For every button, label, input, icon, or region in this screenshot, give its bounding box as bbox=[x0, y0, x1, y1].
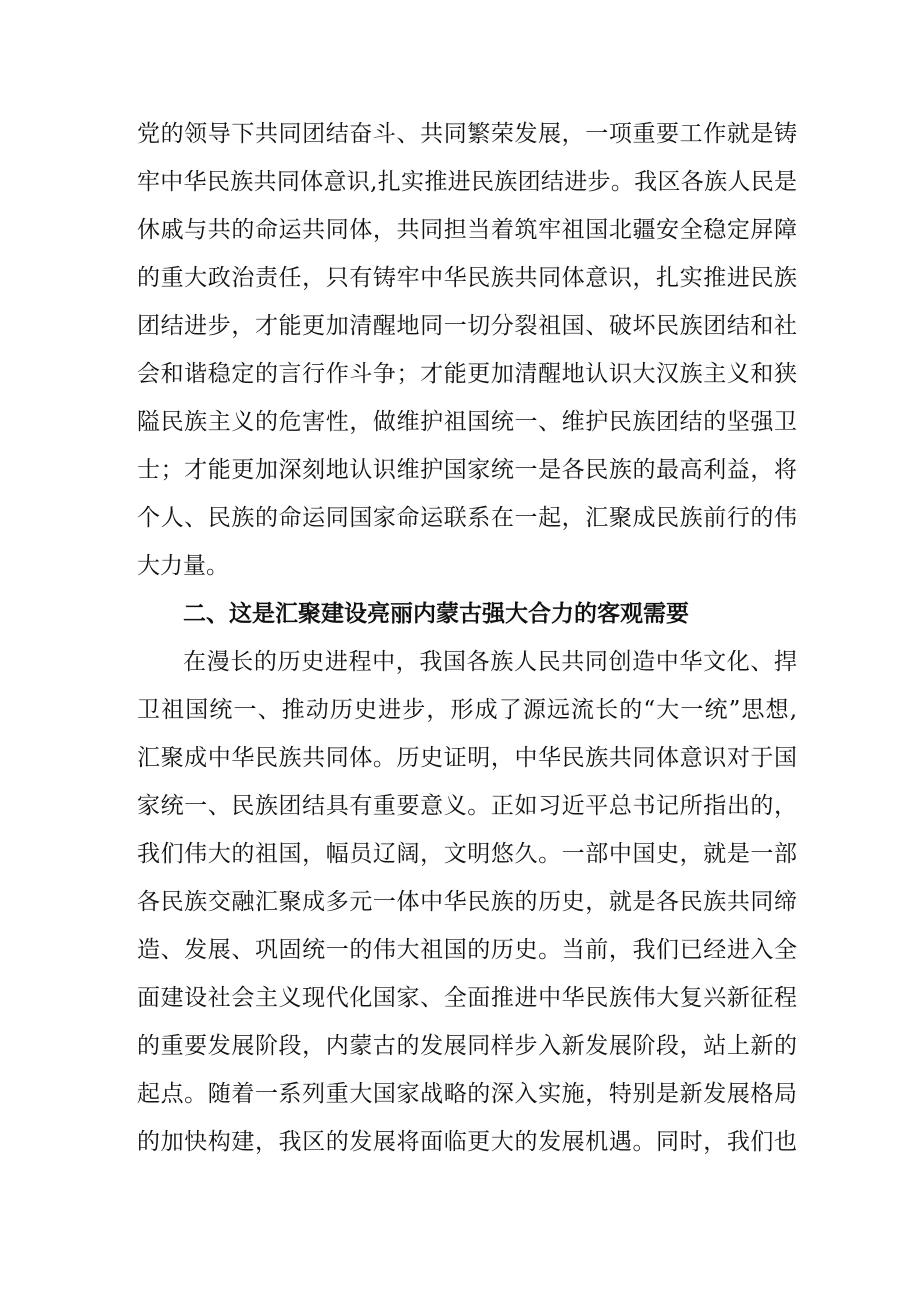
paragraph-1-line-3: 休戚与共的命运共同体，共同担当着筑牢祖国北疆安全稳定屏障 bbox=[137, 217, 797, 243]
paragraph-1-line-8: 士；才能更加深刻地认识维护国家统一是各民族的最高利益，将 bbox=[137, 457, 797, 483]
paragraph-1-line-6: 会和谐稳定的言行作斗争；才能更加清醒地认识大汉族主义和狭 bbox=[137, 361, 797, 387]
paragraph-2-line-3: 汇聚成中华民族共同体。历史证明，中华民族共同体意识对于国 bbox=[137, 745, 797, 771]
paragraph-2-line-8: 面建设社会主义现代化国家、全面推进中华民族伟大复兴新征程 bbox=[137, 985, 797, 1011]
paragraph-1-line-9: 个人、民族的命运同国家命运联系在一起，汇聚成民族前行的伟 bbox=[137, 505, 797, 531]
paragraph-2-line-2: 卫祖国统一、推动历史进步，形成了源远流长的“大一统”思想, bbox=[137, 697, 797, 723]
paragraph-2-line-1: 在漫长的历史进程中，我国各族人民共同创造中华文化、捍 bbox=[183, 649, 797, 675]
paragraph-1-line-2: 牢中华民族共同体意识,扎实推进民族团结进步。我区各族人民是 bbox=[137, 169, 797, 195]
paragraph-2-line-5: 我们伟大的祖国，幅员辽阔，文明悠久。一部中国史，就是一部 bbox=[137, 841, 797, 867]
paragraph-1-line-7: 隘民族主义的危害性，做维护祖国统一、维护民族团结的坚强卫 bbox=[137, 409, 797, 435]
paragraph-2-line-11: 的加快构建，我区的发展将面临更大的发展机遇。同时，我们也 bbox=[137, 1129, 797, 1155]
paragraph-1-line-10: 大力量。 bbox=[137, 553, 229, 579]
paragraph-1-line-5: 团结进步，才能更加清醒地同一切分裂祖国、破坏民族团结和社 bbox=[137, 313, 797, 339]
paragraph-2-line-10: 起点。随着一系列重大国家战略的深入实施，特别是新发展格局 bbox=[137, 1081, 797, 1107]
section-heading: 二、这是汇聚建设亮丽内蒙古强大合力的客观需要 bbox=[183, 601, 689, 627]
paragraph-1-line-4: 的重大政治责任，只有铸牢中华民族共同体意识，扎实推进民族 bbox=[137, 265, 797, 291]
paragraph-1-line-1: 党的领导下共同团结奋斗、共同繁荣发展，一项重要工作就是铸 bbox=[137, 121, 797, 147]
paragraph-2-line-7: 造、发展、巩固统一的伟大祖国的历史。当前，我们已经进入全 bbox=[137, 937, 797, 963]
paragraph-2-line-9: 的重要发展阶段，内蒙古的发展同样步入新发展阶段，站上新的 bbox=[137, 1033, 797, 1059]
paragraph-2-line-4: 家统一、民族团结具有重要意义。正如习近平总书记所指出的， bbox=[137, 793, 797, 819]
paragraph-2-line-6: 各民族交融汇聚成多元一体中华民族的历史，就是各民族共同缔 bbox=[137, 889, 797, 915]
